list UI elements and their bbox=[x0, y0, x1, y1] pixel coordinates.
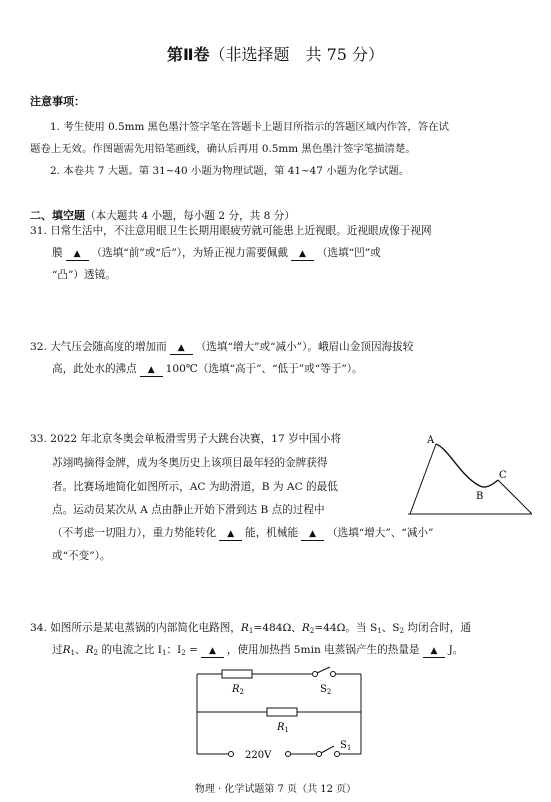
q34-text-c: 均闭合时，通 bbox=[404, 622, 471, 634]
q34-line2-r1-sub: 1 bbox=[70, 649, 76, 657]
q34-r2-value: =44Ω。当 S bbox=[314, 622, 378, 634]
q34-line2-r1: R bbox=[62, 644, 71, 656]
q34-text-b: 、S bbox=[381, 622, 400, 634]
q33-text-c: （选填“增大”、“减小” bbox=[327, 527, 434, 539]
circuit-diagram bbox=[190, 666, 370, 762]
point-c-label: C bbox=[499, 470, 507, 481]
q32-text-c: 高，此处水的沸点 bbox=[52, 363, 137, 375]
q33-blank-2[interactable]: ▲ bbox=[301, 528, 324, 541]
q34-line2-r2-sub: 2 bbox=[93, 649, 99, 657]
label-s2: $S_2$ bbox=[320, 684, 332, 696]
q32-text-b: （选填“增大”或“减小”）。峨眉山金顶因海拔较 bbox=[195, 341, 414, 353]
q34-text-a: 34. 如图所示是某电蒸锅的内部简化电路图， bbox=[30, 622, 241, 634]
switch-s1-blade bbox=[321, 746, 334, 753]
q31-text-c: （选填“凹”或 bbox=[316, 247, 381, 259]
ski-slope-figure bbox=[408, 428, 532, 518]
q31-line2 bbox=[52, 242, 381, 264]
q32-blank-1[interactable]: ▲ bbox=[170, 342, 193, 355]
q34-i1-sub: 1 bbox=[161, 649, 167, 657]
section-title: 二、填空题 bbox=[30, 209, 85, 222]
notice-heading: 注意事项： bbox=[30, 95, 85, 108]
q32-blank-2[interactable]: ▲ bbox=[140, 364, 163, 377]
q31-blank-2[interactable]: ▲ bbox=[291, 248, 314, 261]
slope-curve bbox=[436, 444, 498, 487]
label-r2: $R_2$ bbox=[232, 684, 244, 696]
q34-r1-value: =484Ω、 bbox=[253, 622, 302, 634]
notice-item-1b: 题卷上无效。作图题需先用铅笔画线，确认后再用 0.5mm 黑色墨汁签字笔描清楚。 bbox=[30, 143, 416, 155]
q33-line6: 或“不变”）。 bbox=[52, 550, 111, 562]
q31-text-a: 膜 bbox=[52, 247, 63, 259]
q34-s1-sub: 1 bbox=[377, 627, 382, 635]
q34-text-i: J。 bbox=[448, 644, 464, 656]
switch-s2-pivot bbox=[313, 672, 318, 677]
switch-s2-contact bbox=[331, 672, 336, 677]
terminal-right bbox=[286, 752, 291, 757]
q34-text-h: ，使用加热挡 5min 电蒸锅产生的热量是 bbox=[226, 644, 420, 656]
q34-s2-sub: 2 bbox=[399, 627, 405, 635]
slope-right-support bbox=[498, 480, 532, 514]
q34-r1-sub: 1 bbox=[248, 627, 254, 635]
notice-item-2: 2. 本卷共 7 大题。第 31~40 小题为物理试题，第 41~47 小题为化学试题。 bbox=[50, 165, 410, 177]
q33-text-b: 能，机械能 bbox=[245, 527, 299, 539]
section-desc: （本大题共 4 小题，每小题 2 分，共 8 分） bbox=[85, 210, 295, 222]
q33-line4: 点。运动员某次从 A 点由静止开始下滑到达 B 点的过程中 bbox=[52, 504, 325, 516]
q33-line3: 者。比赛场地简化如图所示，AC 为助滑道，B 为 AC 的最低 bbox=[52, 481, 338, 493]
q34-line2-sep: 、 bbox=[75, 644, 86, 656]
q31-line3: “凸”）透镜。 bbox=[52, 269, 116, 281]
q33-line2: 苏翊鸣摘得金牌，成为冬奥历史上该项目最年轻的金牌获得 bbox=[52, 457, 328, 469]
q34-r1-symbol: R bbox=[240, 622, 249, 634]
resistor-r1 bbox=[267, 708, 297, 716]
point-b-label: B bbox=[476, 491, 484, 502]
notice-item-1a: 1. 考生使用 0.5mm 黑色墨汁签字笔在答题卡上题目所指示的答题区域内作答，答在试 bbox=[50, 121, 449, 133]
q34-i2-sub: 2 bbox=[181, 649, 186, 657]
q34-r2-sub: 2 bbox=[309, 627, 315, 635]
q32-line2 bbox=[52, 358, 363, 380]
q34-line2 bbox=[52, 639, 463, 664]
page-title bbox=[0, 42, 551, 65]
switch-s1-pivot bbox=[317, 752, 322, 757]
label-r1: $R_1$ bbox=[277, 722, 289, 734]
point-a-label: A bbox=[427, 435, 435, 446]
label-220v: 220V bbox=[245, 750, 272, 761]
label-s1: $S_1$ bbox=[340, 740, 352, 752]
q32-text-a: 32. 大气压会随高度的增加而 bbox=[30, 341, 167, 353]
terminal-left bbox=[229, 752, 234, 757]
q34-r2-symbol: R bbox=[301, 622, 310, 634]
q32-text-d: 100℃（选填“高于”、“低于”或“等于”）。 bbox=[165, 363, 363, 375]
q32-line1 bbox=[30, 336, 413, 358]
title-main: 第Ⅱ卷 bbox=[166, 45, 210, 64]
switch-s1-contact bbox=[335, 752, 340, 757]
q34-text-e: 的电流之比 I bbox=[98, 644, 162, 656]
q33-line1: 33. 2022 年北京冬奥会单板滑雪男子大跳台决赛，17 岁中国小将 bbox=[30, 433, 342, 445]
q31-blank-1[interactable]: ▲ bbox=[66, 248, 89, 261]
page-footer: 物理 · 化学试题第 7 页（共 12 页） bbox=[194, 784, 357, 795]
q31-text-b: （选填“前”或“后”），为矫正视力需要佩戴 bbox=[91, 247, 288, 259]
resistor-r2 bbox=[222, 670, 252, 678]
q34-line2-r2: R bbox=[85, 644, 94, 656]
q31-line1: 31. 日常生活中，不注意用眼卫生长期用眼疲劳就可能患上近视眼。近视眼成像于视网 bbox=[30, 225, 432, 237]
q33-blank-1[interactable]: ▲ bbox=[219, 528, 242, 541]
q34-text-g: = bbox=[185, 644, 198, 656]
slope-left-support bbox=[410, 444, 436, 514]
q33-line5 bbox=[52, 522, 433, 544]
q34-blank-1[interactable]: ▲ bbox=[201, 645, 224, 658]
switch-s2-blade bbox=[317, 667, 330, 673]
q34-blank-2[interactable]: ▲ bbox=[423, 645, 446, 658]
title-paren: （非选择题 共 75 分） bbox=[209, 45, 385, 64]
q34-text-f: ：I bbox=[166, 644, 182, 656]
q34-text-d: 过 bbox=[52, 644, 63, 656]
q33-text-a: （不考虑一切阻力），重力势能转化 bbox=[52, 527, 217, 539]
